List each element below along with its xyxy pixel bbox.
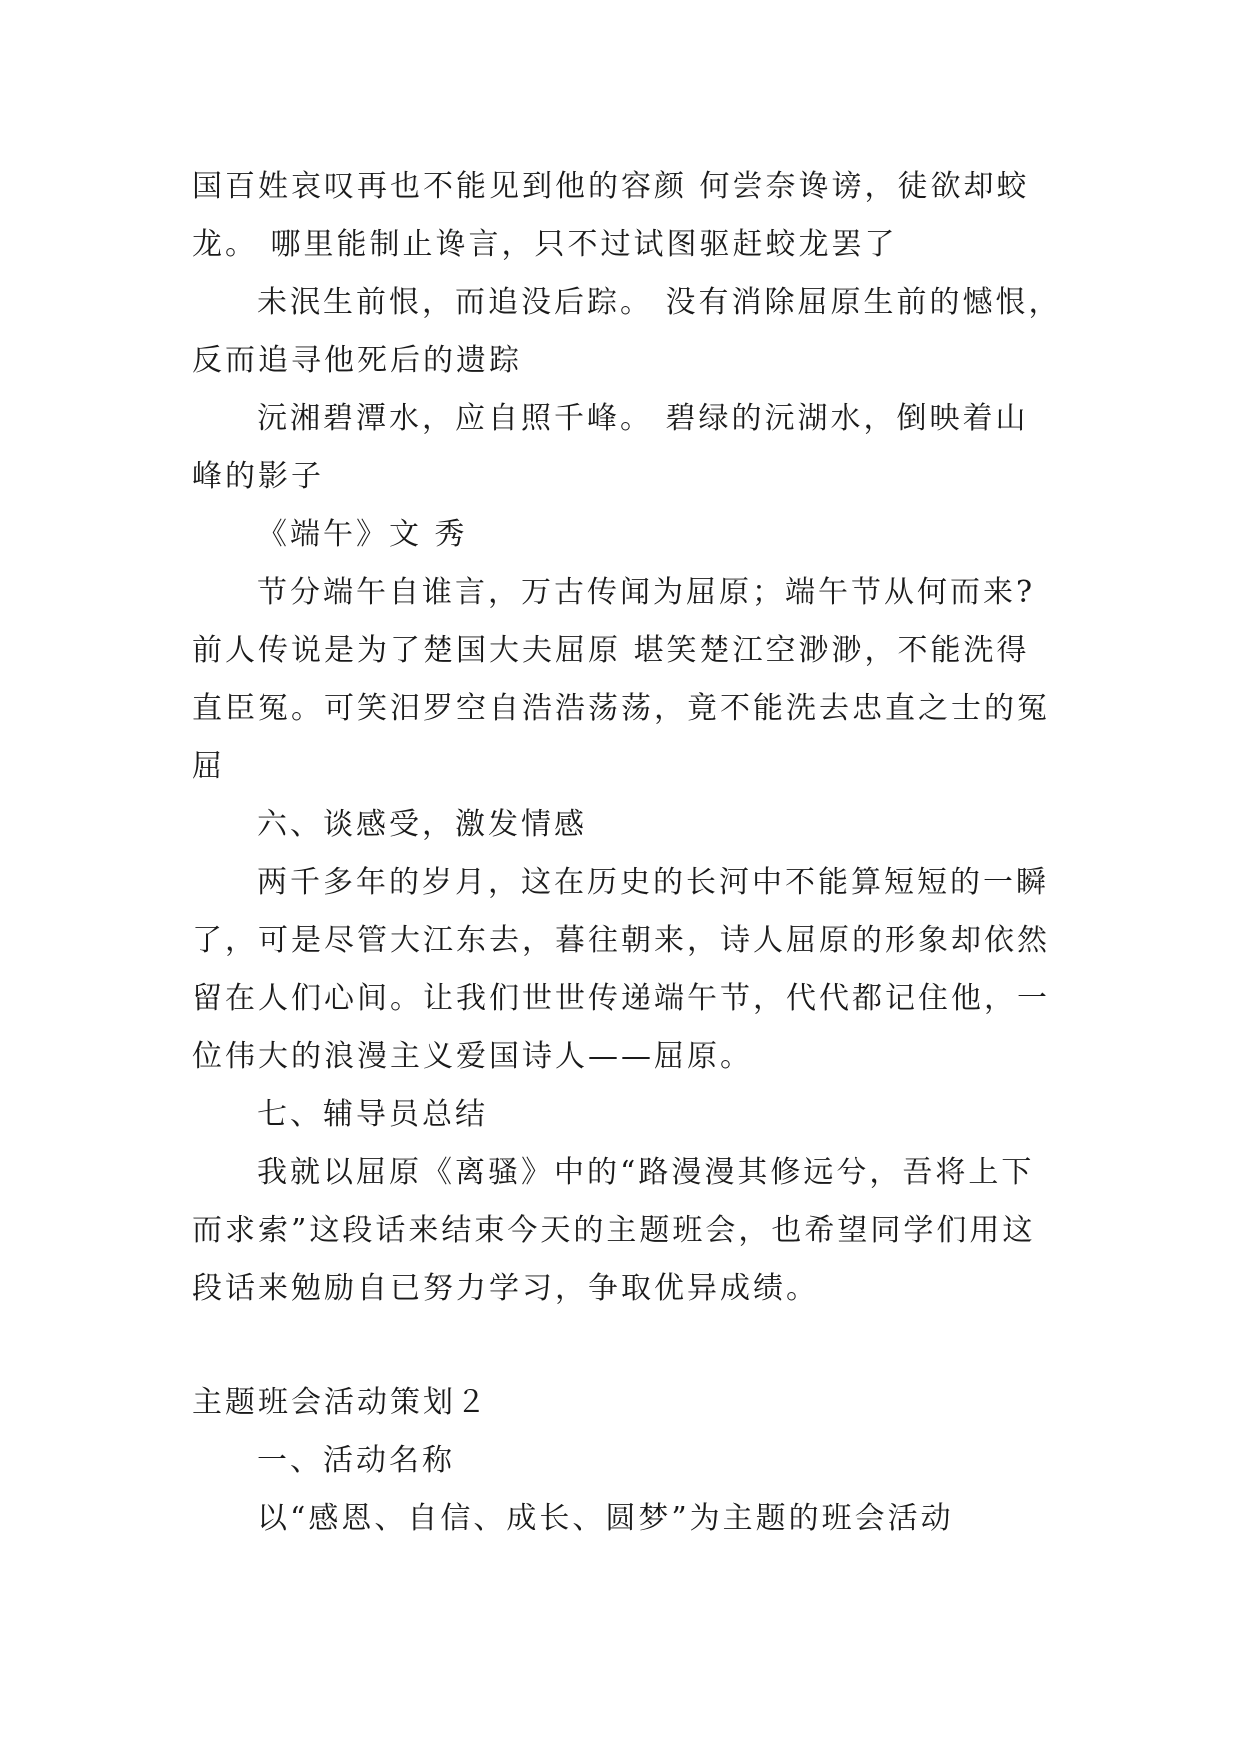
paragraph-gap — [192, 1318, 1054, 1374]
text-line: 而求索”这段话来结束今天的主题班会，也希望同学们用这 — [192, 1213, 1036, 1248]
text-line: 位伟大的浪漫主义爱国诗人——屈原。 — [192, 1039, 753, 1074]
text-line: 留在人们心间。让我们世世传递端午节，代代都记住他，一 — [192, 981, 1050, 1016]
text-line: 峰的影子 — [192, 459, 324, 494]
document-subtitle: 主题班会活动策划２ — [192, 1385, 489, 1420]
text-line: 前人传说是为了楚国大夫屈原 堪笑楚江空渺渺，不能洗得 — [192, 633, 1030, 668]
section-heading: 六、谈感受，激发情感 — [257, 807, 587, 842]
text-line: 龙。 哪里能制止谗言，只不过试图驱赶蛟龙罢了 — [192, 227, 898, 262]
poem-title: 《端午》文 秀 — [257, 517, 468, 552]
text-line: 两千多年的岁月，这在历史的长河中不能算短短的一瞬 — [257, 865, 1049, 900]
text-line: 沅湘碧潭水，应自照千峰。 碧绿的沅湖水，倒映着山 — [257, 401, 1029, 436]
section-heading: 七、辅导员总结 — [257, 1097, 488, 1132]
text-line: 国百姓哀叹再也不能见到他的容颜 何尝奈谗谤，徒欲却蛟 — [192, 169, 1030, 204]
text-line: 以“感恩、自信、成长、圆梦”为主题的班会活动 — [257, 1501, 954, 1536]
document-page — [192, 158, 1062, 1548]
text-line: 我就以屈原《离骚》中的“路漫漫其修远兮，吾将上下 — [257, 1155, 1035, 1190]
text-line: 段话来勉励自已努力学习，争取优异成绩。 — [192, 1271, 819, 1306]
section-heading: 一、活动名称 — [257, 1443, 455, 1478]
text-line: 了，可是尽管大江东去，暮往朝来，诗人屈原的形象却依然 — [192, 923, 1050, 958]
text-line: 屈 — [192, 749, 225, 784]
text-line: 反而追寻他死后的遗踪 — [192, 343, 522, 378]
text-line: 直臣冤。可笑汨罗空自浩浩荡荡，竟不能洗去忠直之士的冤 — [192, 691, 1050, 726]
text-line: 未泯生前恨，而追没后踪。 没有消除屈原生前的憾恨， — [257, 285, 1062, 320]
text-line: 节分端午自谁言，万古传闻为屈原；端午节从何而来? — [257, 575, 1036, 610]
